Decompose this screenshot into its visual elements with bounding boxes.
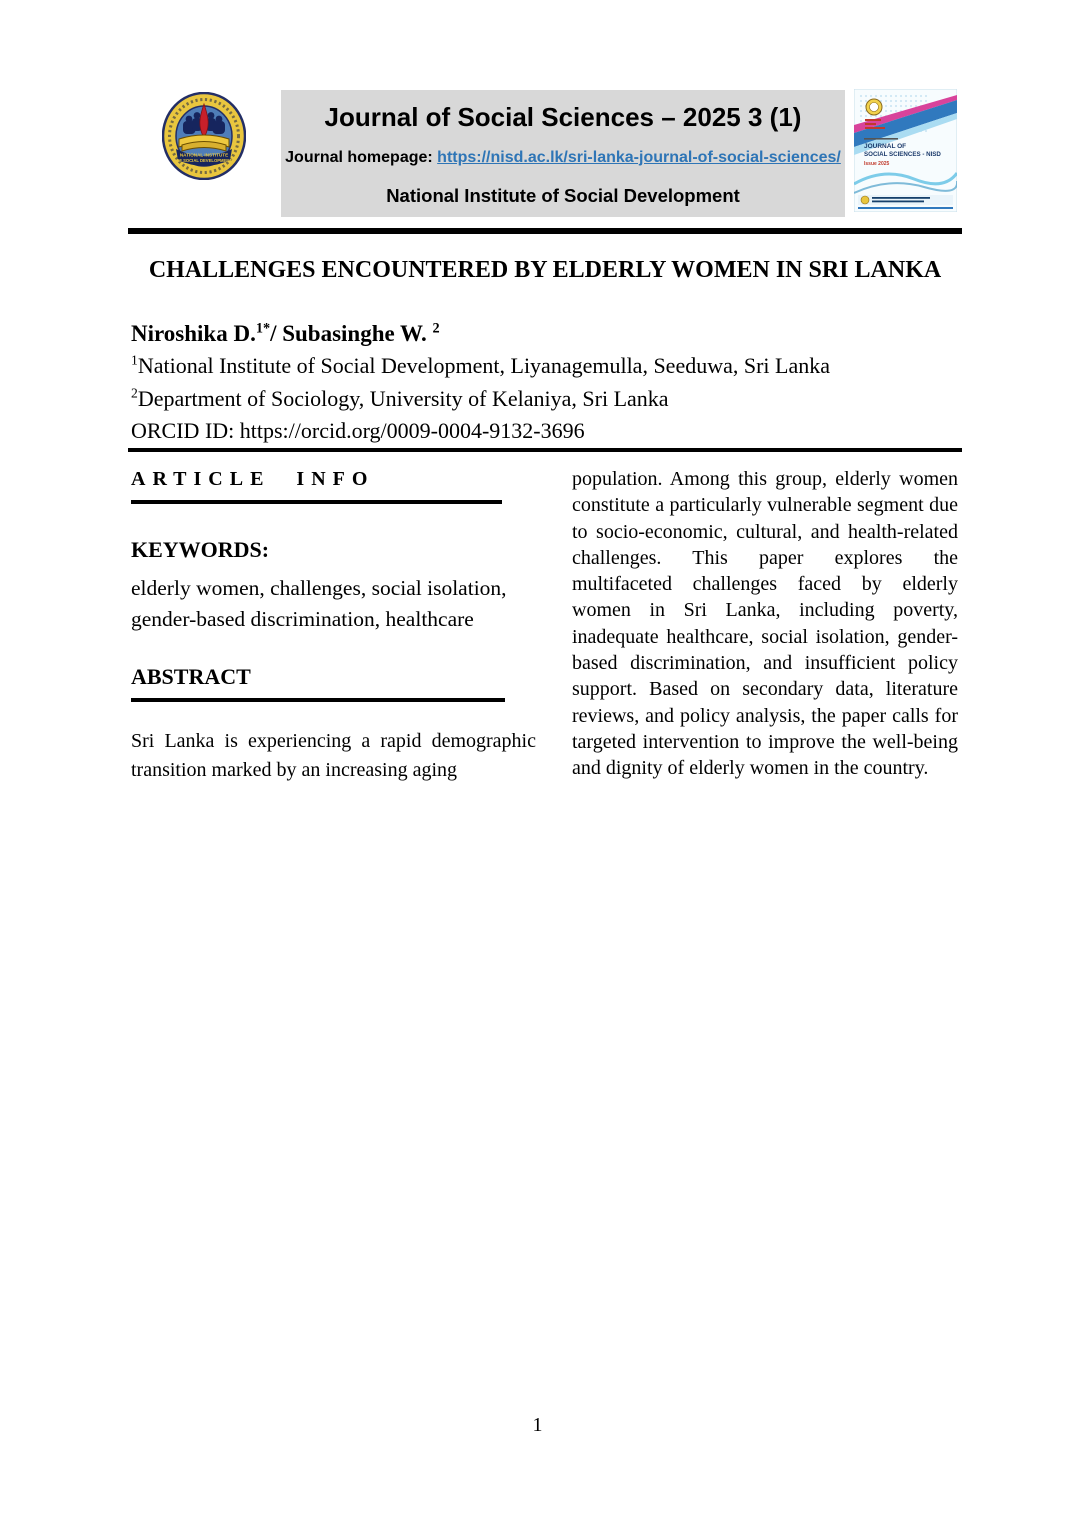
article-info-heading: ARTICLE INFO xyxy=(131,468,502,504)
keywords-heading: KEYWORDS: xyxy=(131,537,270,562)
journal-cover-thumbnail xyxy=(854,89,957,212)
homepage-label: Journal homepage: xyxy=(285,148,433,166)
author-separator: / xyxy=(270,321,283,346)
abstract-text-column1: Sri Lanka is experiencing a rapid demographic transition marked by an increasing aging xyxy=(131,730,536,781)
abstract-text-column2: population. Among this group, elderly women constitute a particularly vulnerable segment due to socio-economic, cultural, and health-related challenges. This paper explores the multifaceted challenges faced by elderly women in Sri Lanka, including poverty, inadequate healthcare, social isolation, gender-based discrimination, and insufficient policy support. Based on secondary data, literature reviews, and policy analysis, the paper calls for targeted intervention to improve the well-being and dignity of elderly women in the country. xyxy=(572,468,958,780)
cover-issue-line: Issue 2025 xyxy=(864,161,890,167)
homepage-link[interactable]: https://nisd.ac.lk/sri-lanka-journal-of-social-sciences/ xyxy=(437,148,841,166)
section-divider xyxy=(128,448,962,452)
authors-block xyxy=(131,317,961,448)
cover-title-line1: JOURNAL OF xyxy=(864,143,907,150)
affiliation-1-text: National Institute of Social Development, Liyanagemulla, Seeduwa, Sri Lanka xyxy=(137,353,831,378)
left-column xyxy=(131,468,536,785)
journal-title: Journal of Social Sciences – 2025 3 (1) xyxy=(324,101,802,132)
institute-name: National Institute of Social Development xyxy=(386,184,740,206)
affiliation-2-superscript: 2 xyxy=(131,385,138,401)
keywords-text: elderly women, challenges, social isolation, gender-based discrimination, healthcare xyxy=(131,576,507,631)
page-number: 1 xyxy=(532,1414,543,1436)
affiliation-line-2 xyxy=(131,383,961,416)
affiliation-2-text: Department of Sociology, University of Kelaniya, Sri Lanka xyxy=(137,385,669,411)
affiliation-1-superscript: 1 xyxy=(131,352,138,368)
right-column xyxy=(572,466,958,782)
header-divider xyxy=(128,228,962,234)
affiliation-line-1 xyxy=(131,350,961,383)
logo-banner-text-1: NATIONAL INSTITUTE xyxy=(179,152,229,158)
cover-title-line2: SOCIAL SCIENCES - NISD xyxy=(864,151,941,158)
logo-banner-text-2: OF SOCIAL DEVELOPMENT xyxy=(176,158,232,163)
journal-homepage-line xyxy=(285,147,841,169)
cover-emblem-icon xyxy=(866,99,882,115)
author-2: Subasinghe W. xyxy=(282,321,433,346)
author-2-superscript: 2 xyxy=(432,320,440,337)
nisd-logo-icon xyxy=(162,92,246,180)
author-1: Niroshika D. xyxy=(131,321,256,346)
article-title: CHALLENGES ENCOUNTERED BY ELDERLY WOMEN IN SRI LANKA xyxy=(148,257,942,283)
author-1-superscript: 1* xyxy=(255,320,271,337)
abstract-heading: ABSTRACT xyxy=(131,664,505,702)
orcid-line: ORCID ID: https://orcid.org/0009-0004-9132-3696 xyxy=(131,418,585,443)
journal-masthead xyxy=(281,90,845,217)
authors-line xyxy=(131,317,961,350)
